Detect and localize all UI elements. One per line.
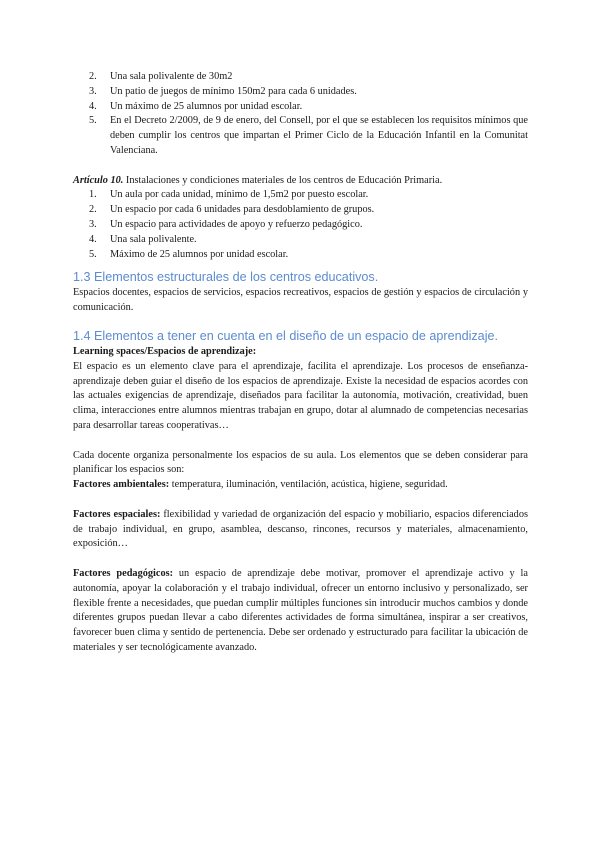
- list-item: 5. Máximo de 25 alumnos por unidad escolar.: [89, 248, 289, 260]
- factores-ambientales: Factores ambientales: temperatura, iluminación, ventilación, acústica, higiene, seguridad.: [73, 479, 448, 491]
- requirements-list-primaria: [73, 188, 528, 262]
- section-heading-1-4: 1.4 Elementos a tener en cuenta en el diseño de un espacio de aprendizaje.: [73, 328, 498, 343]
- list-item: 2. Una sala polivalente de 30m2: [89, 71, 233, 82]
- list-item: 2. Un espacio por cada 6 unidades para desdoblamiento de grupos.: [89, 204, 375, 216]
- article-10-title: Artículo 10. Instalaciones y condiciones materiales de los centros de Educación Primaria.: [73, 174, 443, 186]
- factores-pedagogicos: Factores pedagógicos: un espacio de aprendizaje debe motivar, promover el aprendizaje activo y la autonomía, apoyar la colaboración y el trabajo individual, ofrecer un entorno inclusivo y personalizado, ser flexible frente a necesidades, que puedan cumplir múltiples funciones sin introducir muchos cambios y donde diferentes grupos puedan llevar a cabo diferentes actividades de forma simultánea, inspirar a ser creativos, favorecer buen clima y sentido de pertenencia. Debe ser ordenado y estructurado para facilitar la ubicación de materiales y ser tecnológicamente avanzado.: [73, 567, 528, 653]
- section-heading-1-3: 1.3 Elementos estructurales de los centros educativos.: [73, 270, 379, 285]
- list-item: 5. En el Decreto 2/2009, de 9 de enero, del Consell, por el que se establecen los requisitos mínimos que deben cumplir los centros que impartan el Primer Ciclo de la Educación Infantil en la Comunitat Valenciana.: [89, 115, 528, 156]
- organize-paragraph: Cada docente organiza personalmente los espacios de su aula. Los elementos que se deben considerar para planificar los espacios son:: [73, 449, 528, 476]
- learning-spaces-intro: El espacio es un elemento clave para el aprendizaje, facilita el aprendizaje. Los procesos de enseñanza-aprendizaje deben guiar el diseño de los espacios de aprendizaje. Existe la necesidad de espacios acordes con las actuales exigencias de aprendizaje, diseñados para facilitar la autonomía, motivación, creatividad, buen clima, interacciones entre alumnos mientras trabajan en grupo, dotar al alumnado de competencias necesarias para desarrollar tareas cooperativas…: [73, 360, 528, 431]
- document-content: [73, 70, 528, 656]
- section-1-3-body: Espacios docentes, espacios de servicios, espacios recreativos, espacios de gestión y espacios de circulación y comunicación.: [73, 287, 528, 314]
- list-item: 3. Un patio de juegos de mínimo 150m2 para cada 6 unidades.: [89, 85, 357, 97]
- list-item: 4. Un máximo de 25 alumnos por unidad escolar.: [89, 100, 303, 112]
- learning-spaces-subheading: Learning spaces/Espacios de aprendizaje:: [73, 345, 257, 357]
- factores-espaciales: Factores espaciales: flexibilidad y variedad de organización del espacio y mobiliario, espacios diferenciados de trabajo individual, en grupo, asamblea, descanso, rincones, recursos y materiales, almacenamiento, exposición…: [73, 508, 528, 550]
- list-item: 1. Un aula por cada unidad, mínimo de 1,5m2 por puesto escolar.: [89, 189, 369, 201]
- requirements-list-infantil: [73, 70, 528, 159]
- list-item: 3. Un espacio para actividades de apoyo y refuerzo pedagógico.: [89, 218, 363, 230]
- list-item: 4. Una sala polivalente.: [89, 233, 197, 245]
